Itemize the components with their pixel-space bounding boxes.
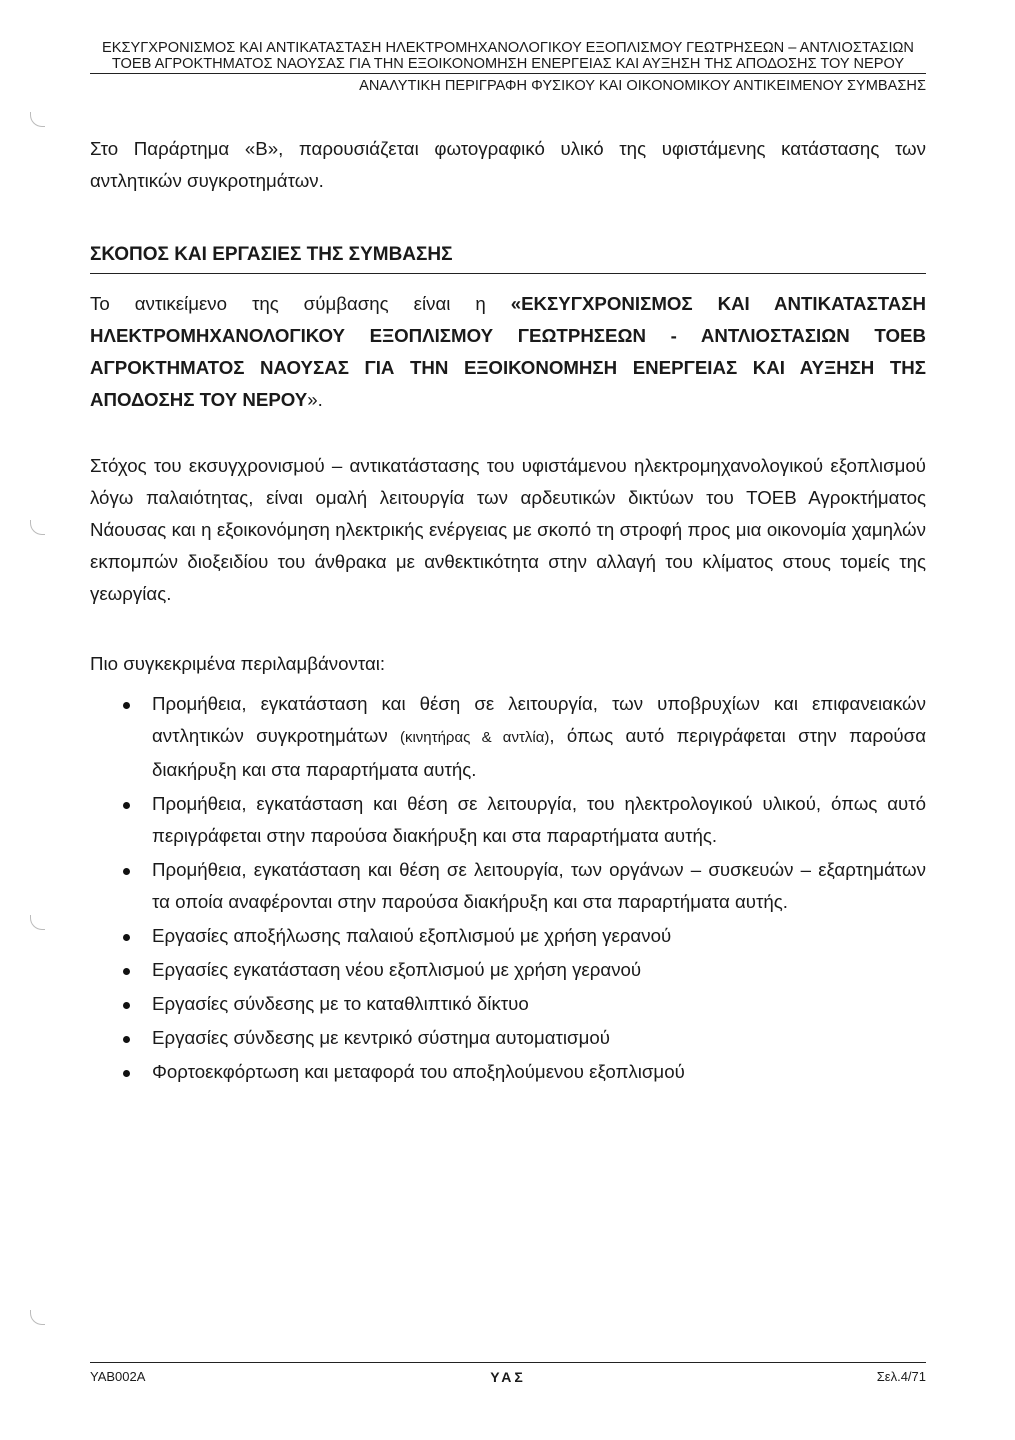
- list-item: [90, 854, 926, 918]
- bullet-icon: [123, 968, 130, 975]
- page-number: Σελ.4/71: [876, 1369, 926, 1384]
- bullet-1a: Προμήθεια, εγκατάσταση και θέση σε λειτουργία, των υποβρυχίων και επιφανειακών αντλητικών συγκροτημάτων: [152, 693, 926, 746]
- bullet-icon: [123, 702, 130, 709]
- list-item: [90, 688, 926, 786]
- page-footer: [90, 1362, 926, 1391]
- bullet-5: Εργασίες εγκατάσταση νέου εξοπλισμού με χρήση γερανού: [152, 959, 642, 980]
- bullet-icon: [123, 934, 130, 941]
- list-item: [90, 920, 926, 952]
- list-item: [90, 1056, 926, 1088]
- punch-hole-mark: [30, 520, 45, 535]
- list-item: [90, 988, 926, 1020]
- bullet-icon: [123, 1070, 130, 1077]
- bullet-7: Εργασίες σύνδεσης με κεντρικό σύστημα αυτοματισμού: [152, 1027, 610, 1048]
- list-item: [90, 788, 926, 852]
- list-item: [90, 1022, 926, 1054]
- header-rule: [90, 73, 926, 74]
- footer-center-label: ΥΑΣ: [490, 1369, 526, 1385]
- bullet-6: Εργασίες σύνδεσης με το καταθλιπτικό δίκτυο: [152, 993, 529, 1014]
- punch-hole-mark: [30, 112, 45, 127]
- intro-line-1: Στο Παράρτημα «Β», παρουσιάζεται φωτογραφικό υλικό της υφιστάμενης κατάστασης των: [90, 138, 926, 159]
- header-line-1: ΕΚΣΥΓΧΡΟΝΙΣΜΟΣ ΚΑΙ ΑΝΤΙΚΑΤΑΣΤΑΣΗ ΗΛΕΚΤΡΟΜΗΧΑΝΟΛΟΓΙΚΟΥ ΕΞΟΠΛΙΣΜΟΥ ΓΕΩΤΡΗΣΕΩΝ – ΑΝΤΛΙΟΣΤΑΣΙΩΝ: [102, 40, 914, 56]
- contract-object-paragraph: [90, 288, 926, 416]
- bullet-1b: , όπως αυτό περιγράφεται στην παρούσα διακήρυξη και στα παραρτήματα αυτής.: [152, 725, 926, 780]
- section-rule: [90, 273, 926, 274]
- section-title: ΣΚΟΠΟΣ ΚΑΙ ΕΡΓΑΣΙΕΣ ΤΗΣ ΣΥΜΒΑΣΗΣ: [90, 244, 453, 265]
- bullet-2: Προμήθεια, εγκατάσταση και θέση σε λειτουργία, του ηλεκτρολογικού υλικού, όπως αυτό περιγράφεται στην παρούσα διακήρυξη και στα παραρτήματα αυτής.: [152, 793, 926, 846]
- intro-line-2: αντλητικών συγκροτημάτων.: [90, 170, 324, 191]
- header-line-2: ΤΟΕΒ ΑΓΡΟΚΤΗΜΑΤΟΣ ΝΑΟΥΣΑΣ ΓΙΑ ΤΗΝ ΕΞΟΙΚΟΝΟΜΗΣΗ ΕΝΕΡΓΕΙΑΣ ΚΑΙ ΑΥΞΗΣΗ ΤΗΣ ΑΠΟΔΟΣΗΣ ΤΟΥ ΝΕΡΟΥ: [111, 56, 905, 72]
- contract-object-title: «ΕΚΣΥΓΧΡΟΝΙΣΜΟΣ ΚΑΙ ΑΝΤΙΚΑΤΑΣΤΑΣΗ ΗΛΕΚΤΡΟΜΗΧΑΝΟΛΟΓΙΚΟΥ ΕΞΟΠΛΙΣΜΟΥ ΓΕΩΤΡΗΣΕΩΝ - ΑΝΤΛΙΟΣΤΑΣΙΩΝ ΤΟΕΒ ΑΓΡΟΚΤΗΜΑΤΟΣ ΝΑΟΥΣΑΣ ΓΙΑ ΤΗΝ ΕΞΟΙΚΟΝΟΜΗΣΗ ΕΝΕΡΓΕΙΑΣ ΚΑΙ ΑΥΞΗΣΗ ΤΗΣ ΑΠΟΔΟΣΗΣ ΤΟΥ ΝΕΡΟΥ: [90, 293, 927, 410]
- contract-object-prefix: Το αντικείμενο της σύμβασης είναι η: [90, 293, 511, 314]
- punch-hole-mark: [30, 1310, 45, 1325]
- header-line-3: ΑΝΑΛΥΤΙΚΗ ΠΕΡΙΓΡΑΦΗ ΦΥΣΙΚΟΥ ΚΑΙ ΟΙΚΟΝΟΜΙΚΟΥ ΑΝΤΙΚΕΙΜΕΝΟΥ ΣΥΜΒΑΣΗΣ: [359, 78, 926, 94]
- bullet-3: Προμήθεια, εγκατάσταση και θέση σε λειτουργία, των οργάνων – συσκευών – εξαρτημάτων τα οποία αναφέρονται στην παρούσα διακήρυξη και στα παραρτήματα αυτής.: [152, 859, 926, 912]
- list-intro: Πιο συγκεκριμένα περιλαμβάνονται:: [90, 653, 386, 674]
- footer-rule: [90, 1362, 926, 1363]
- scope-list: [90, 688, 926, 1088]
- goal-paragraph: Στόχος του εκσυγχρονισμού – αντικατάστασης του υφιστάμενου ηλεκτρομηχανολογικού εξοπλισμού λόγω παλαιότητας, είναι ομαλή λειτουργία των αρδευτικών δικτύων του ΤΟΕΒ Αγροκτήματος Νάουσας και η εξοικονόμηση ηλεκτρικής ενέργειας με σκοπό τη στροφή προς μια οικονομία χαμηλών εκπομπών διοξειδίου του άνθρακα με ανθεκτικότητα στην αλλαγή του κλίματος στους τομείς της γεωργίας.: [90, 455, 926, 604]
- bullet-1-small: (κινητήρας & αντλία): [399, 729, 550, 746]
- document-code: ΥΑΒ002Α: [90, 1369, 146, 1384]
- page-header: [90, 40, 926, 94]
- bullet-8: Φορτοεκφόρτωση και μεταφορά του αποξηλούμενου εξοπλισμού: [152, 1061, 685, 1082]
- bullet-icon: [123, 1036, 130, 1043]
- list-item: [90, 954, 926, 986]
- bullet-4: Εργασίες αποξήλωσης παλαιού εξοπλισμού με χρήση γερανού: [152, 925, 672, 946]
- bullet-icon: [123, 1002, 130, 1009]
- page-content: [90, 133, 926, 1090]
- punch-hole-mark: [30, 915, 45, 930]
- contract-object-suffix: ».: [307, 389, 323, 410]
- bullet-icon: [123, 868, 130, 875]
- bullet-icon: [123, 802, 130, 809]
